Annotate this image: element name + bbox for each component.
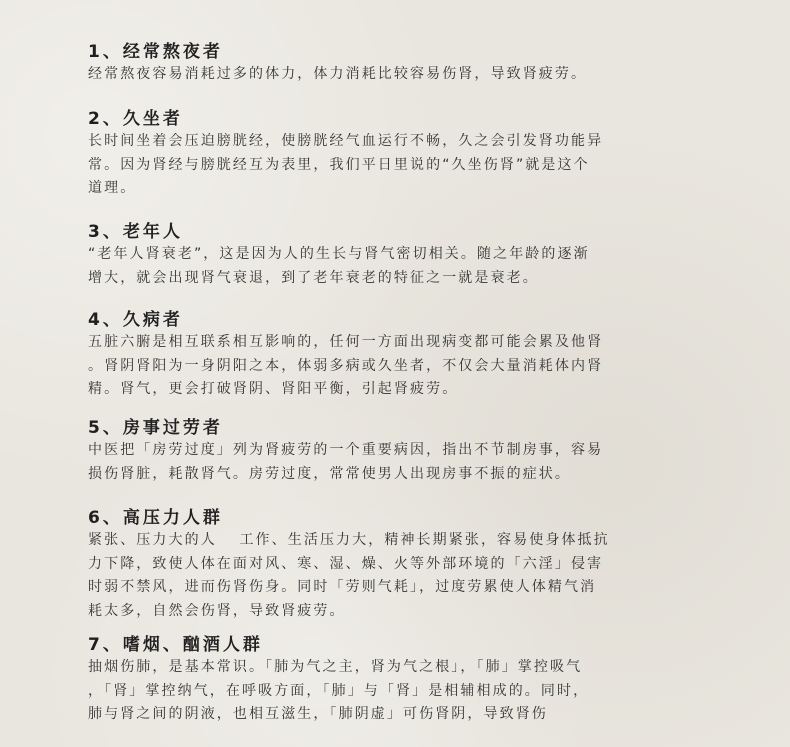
section-sedentary bbox=[88, 108, 603, 201]
section-body bbox=[88, 656, 589, 727]
section-heading: 4、久病者 bbox=[88, 310, 183, 330]
section-late-nights bbox=[88, 41, 587, 87]
body-line: 长时间坐着会压迫膀胱经，使膀胱经气血运行不畅，久之会引发肾功能异 bbox=[88, 133, 604, 149]
body-line: 肺与肾之间的阴液，也相互滋生，「肺阴虚」可伤肾阴，导致肾伤 bbox=[88, 706, 548, 722]
body-line: 常。因为肾经与膀胱经互为表里，我们平日里说的“久坐伤肾”就是这个 bbox=[88, 156, 590, 173]
body-line: 抽烟伤肺，是基本常识。「肺为气之主，肾为气之根」，「肺」掌控吸气 bbox=[88, 659, 583, 675]
section-heading: 6、高压力人群 bbox=[88, 508, 223, 528]
body-line: 道理。 bbox=[88, 180, 137, 196]
section-heading: 1、经常熬夜者 bbox=[88, 42, 223, 62]
body-line: 增大，就会出现肾气衰退，到了老年衰老的特征之一就是衰老。 bbox=[88, 269, 539, 286]
section-heading: 2、久坐者 bbox=[88, 109, 183, 129]
section-high-pressure bbox=[88, 507, 610, 623]
section-body bbox=[88, 63, 587, 87]
body-line: 时弱不禁风，进而伤肾伤身。同时「劳则气耗」，过度劳累使人体精气消 bbox=[88, 579, 597, 595]
body-line: 精。肾气，更会打破肾阴、肾阳平衡，引起肾疲劳。 bbox=[88, 381, 459, 397]
section-body bbox=[88, 243, 590, 290]
body-line: “老年人肾衰老”，这是因为人的生长与肾气密切相关。随之年龄的逐渐 bbox=[88, 246, 590, 262]
body-line: 。肾阴肾阳为一身阴阳之本，体弱多病或久坐者，不仅会大量消耗体内肾 bbox=[88, 357, 604, 374]
body-line: 耗太多，自然会伤肾，导致肾疲劳。 bbox=[88, 602, 346, 619]
body-line: 紧张、压力大的人 工作、生活压力大，精神长期紧张，容易使身体抵抗 bbox=[88, 532, 610, 548]
body-line: 中医把「房劳过度」列为肾疲劳的一个重要病因，指出不节制房事，容易 bbox=[88, 442, 604, 458]
section-body bbox=[88, 529, 610, 623]
body-line: ，「肾」掌控纳气，在呼吸方面，「肺」与「肾」是相辅相成的。同时， bbox=[88, 682, 590, 699]
section-heading: 3、老年人 bbox=[88, 222, 183, 242]
section-body bbox=[88, 331, 603, 402]
body-line: 经常熬夜容易消耗过多的体力，体力消耗比较容易伤肾，导致肾疲劳。 bbox=[88, 66, 588, 82]
section-heading: 5、房事过劳者 bbox=[88, 418, 223, 438]
section-smoking-drinking bbox=[88, 634, 589, 727]
body-line: 损伤肾脏，耗散肾气。房劳过度，常常使男人出现房事不振的症状。 bbox=[88, 465, 571, 482]
section-heading: 7、嗜烟、酗酒人群 bbox=[88, 635, 263, 655]
section-sexual-overexertion bbox=[88, 417, 603, 486]
section-elderly bbox=[88, 221, 590, 290]
section-body bbox=[88, 439, 603, 486]
body-line: 五脏六腑是相互联系相互影响的，任何一方面出现病变都可能会累及他肾 bbox=[88, 334, 604, 350]
body-line: 力下降，致使人体在面对风、寒、湿、燥、火等外部环境的「六淫」侵害 bbox=[88, 555, 604, 572]
section-chronic-illness bbox=[88, 309, 603, 402]
section-body bbox=[88, 130, 603, 201]
